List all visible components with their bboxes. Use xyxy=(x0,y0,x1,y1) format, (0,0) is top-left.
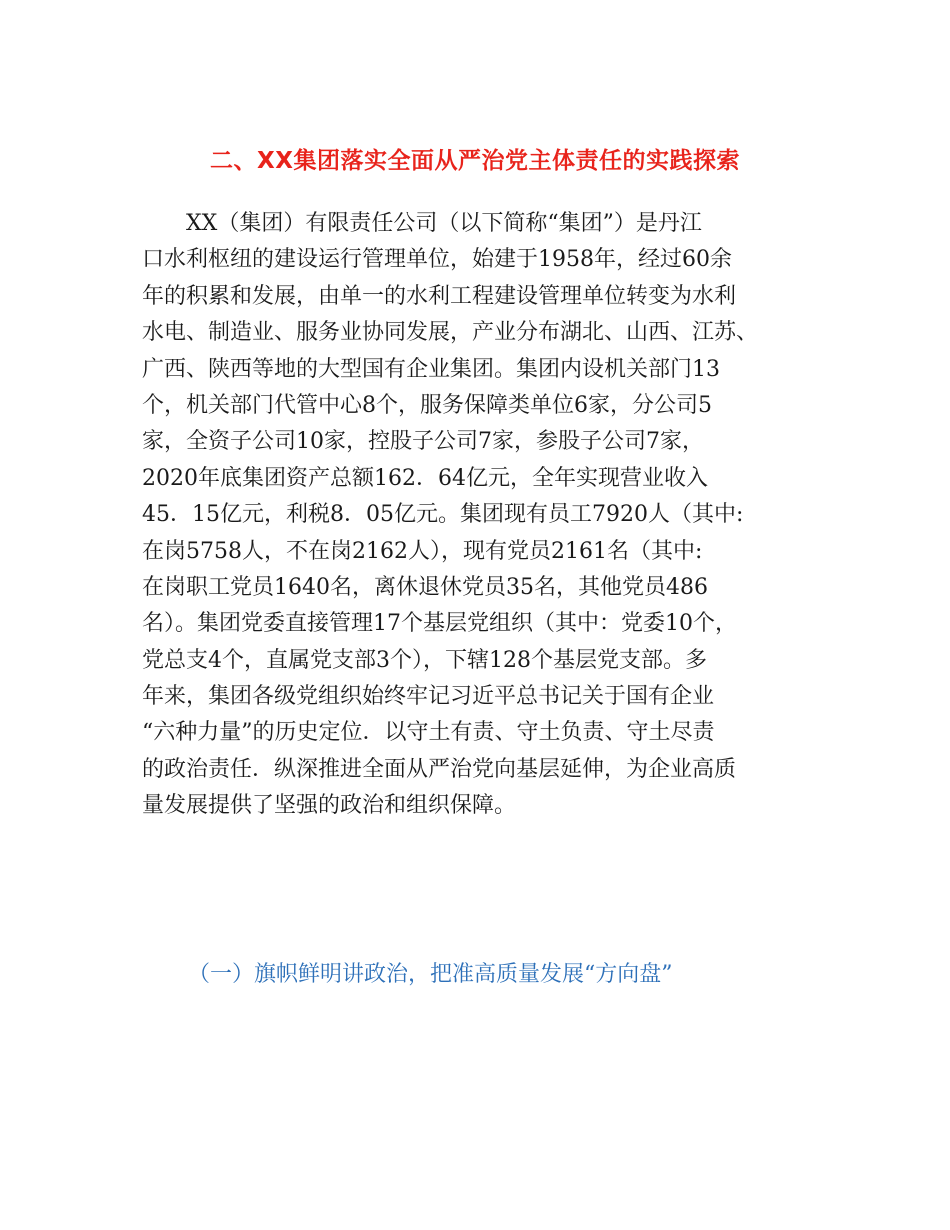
body-paragraph xyxy=(142,206,822,825)
paragraph-line: 在岗5758人，不在岗2162人），现有党员2161名（其中: xyxy=(142,538,703,564)
paragraph-line: 2020年底集团资产总额162．64亿元，全年实现营业收入 xyxy=(142,465,708,491)
section-heading: 二、XX集团落实全面从严治党主体责任的实践探索 xyxy=(210,148,740,174)
paragraph-line: XX（集团）有限责任公司（以下简称“集团”）是丹江 xyxy=(186,211,702,236)
paragraph-line: “六种力量”的历史定位．以守土有责、守土负责、守土尽责 xyxy=(142,720,715,746)
paragraph-line: 水电、制造业、服务业协同发展，产业分布湖北、山西、江苏、 xyxy=(142,320,759,346)
paragraph-line: 个，机关部门代管中心8个，服务保障类单位6家，分公司5 xyxy=(142,392,712,418)
paragraph-line: 家，全资子公司10家，控股子公司7家，参股子公司7家， xyxy=(142,429,704,455)
paragraph-line: 党总支4个，直属党支部3个），下辖128个基层党支部。多 xyxy=(142,647,707,673)
paragraph-line: 量发展提供了坚强的政治和组织保障。 xyxy=(142,793,517,819)
paragraph-line: 45．15亿元，利税8．05亿元。集团现有员工7920人（其中: xyxy=(142,502,744,528)
paragraph-line: 口水利枢纽的建设运行管理单位，始建于1958年，经过60余 xyxy=(142,247,732,273)
subsection-heading: （一）旗帜鲜明讲政治，把准高质量发展“方向盘” xyxy=(188,962,673,987)
paragraph-line: 广西、陕西等地的大型国有企业集团。集团内设机关部门13 xyxy=(142,356,720,382)
paragraph-line: 年来，集团各级党组织始终牢记习近平总书记关于国有企业 xyxy=(142,684,715,710)
paragraph-line: 名）。集团党委直接管理17个基层党组织（其中：党委10个， xyxy=(142,611,737,637)
paragraph-line: 年的积累和发展，由单一的水利工程建设管理单位转变为水利 xyxy=(142,283,737,309)
paragraph-line: 在岗职工党员1640名，离休退休党员35名，其他党员486 xyxy=(142,574,708,600)
paragraph-line: 的政治责任．纵深推进全面从严治党向基层延伸，为企业高质 xyxy=(142,756,737,782)
